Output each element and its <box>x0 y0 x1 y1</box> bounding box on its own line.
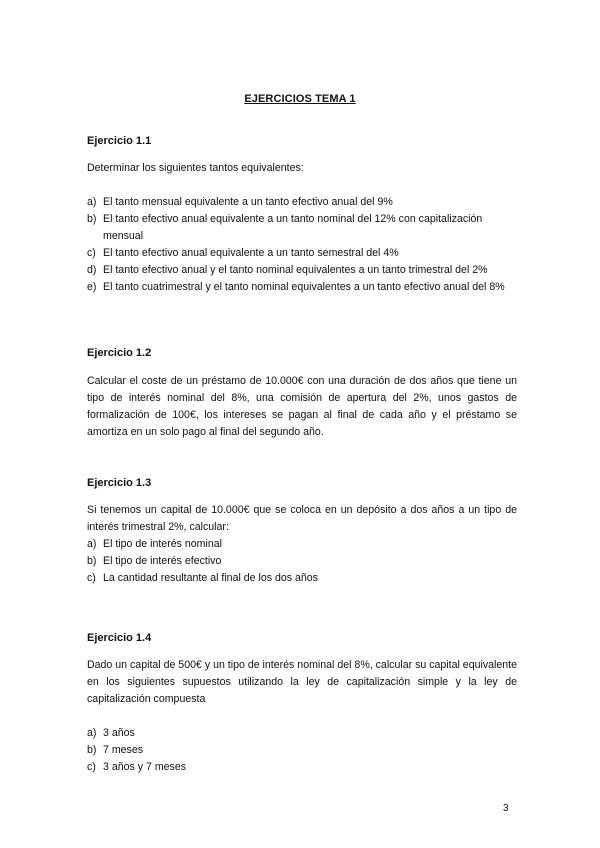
exercise-1-4-list <box>87 725 517 776</box>
list-item: d) El tanto efectivo anual y el tanto nominal equivalentes a un tanto trimestral del 2% <box>87 264 488 276</box>
list-item: a) El tanto mensual equivalente a un tanto efectivo anual del 9% <box>87 196 393 208</box>
exercise-1-1-heading: Ejercicio 1.1 <box>87 135 152 147</box>
list-item: b) El tanto efectivo anual equivalente a un tanto nominal del 12% con capitalización mensual <box>87 213 483 242</box>
exercise-1-4-intro: Dado un capital de 500€ y un tipo de interés nominal del 8%, calcular su capital equivalente en los siguientes supuestos utilizando la ley de capitalización simple y la ley de capitalización compuesta <box>87 659 517 705</box>
exercise-1-4-heading: Ejercicio 1.4 <box>87 632 152 644</box>
list-item: a) 3 años <box>87 727 135 739</box>
exercise-1-3-list <box>87 536 517 587</box>
document-title: EJERCICIOS TEMA 1 <box>244 93 356 105</box>
exercise-1-1-list <box>87 194 517 296</box>
list-item: b) El tipo de interés efectivo <box>87 555 222 567</box>
exercise-1-2-heading: Ejercicio 1.2 <box>87 347 152 359</box>
list-item: c) La cantidad resultante al final de los dos años <box>87 572 318 584</box>
exercise-1-3-intro: Si tenemos un capital de 10.000€ que se coloca en un depósito a dos años a un tipo de interés trimestral 2%, calcular: <box>87 504 517 533</box>
exercise-1-2-body: Calcular el coste de un préstamo de 10.000€ con una duración de dos años que tiene un tipo de interés nominal del 8%, una comisión de apertura del 2%, unos gastos de formalización de 100€, los intereses se pagan al final de cada año y el préstamo se amortiza en un solo pago al final del segundo año. <box>87 375 517 438</box>
exercise-1-3-heading: Ejercicio 1.3 <box>87 477 152 489</box>
list-item: a) El tipo de interés nominal <box>87 538 222 550</box>
page-number: 3 <box>503 803 509 814</box>
list-item: e) El tanto cuatrimestral y el tanto nominal equivalentes a un tanto efectivo anual del 8% <box>87 281 505 293</box>
exercise-1-1-intro: Determinar los siguientes tantos equivalentes: <box>87 162 304 174</box>
list-item: b) 7 meses <box>87 744 144 756</box>
list-item: c) 3 años y 7 meses <box>87 761 187 773</box>
list-item: c) El tanto efectivo anual equivalente a un tanto semestral del 4% <box>87 247 399 259</box>
